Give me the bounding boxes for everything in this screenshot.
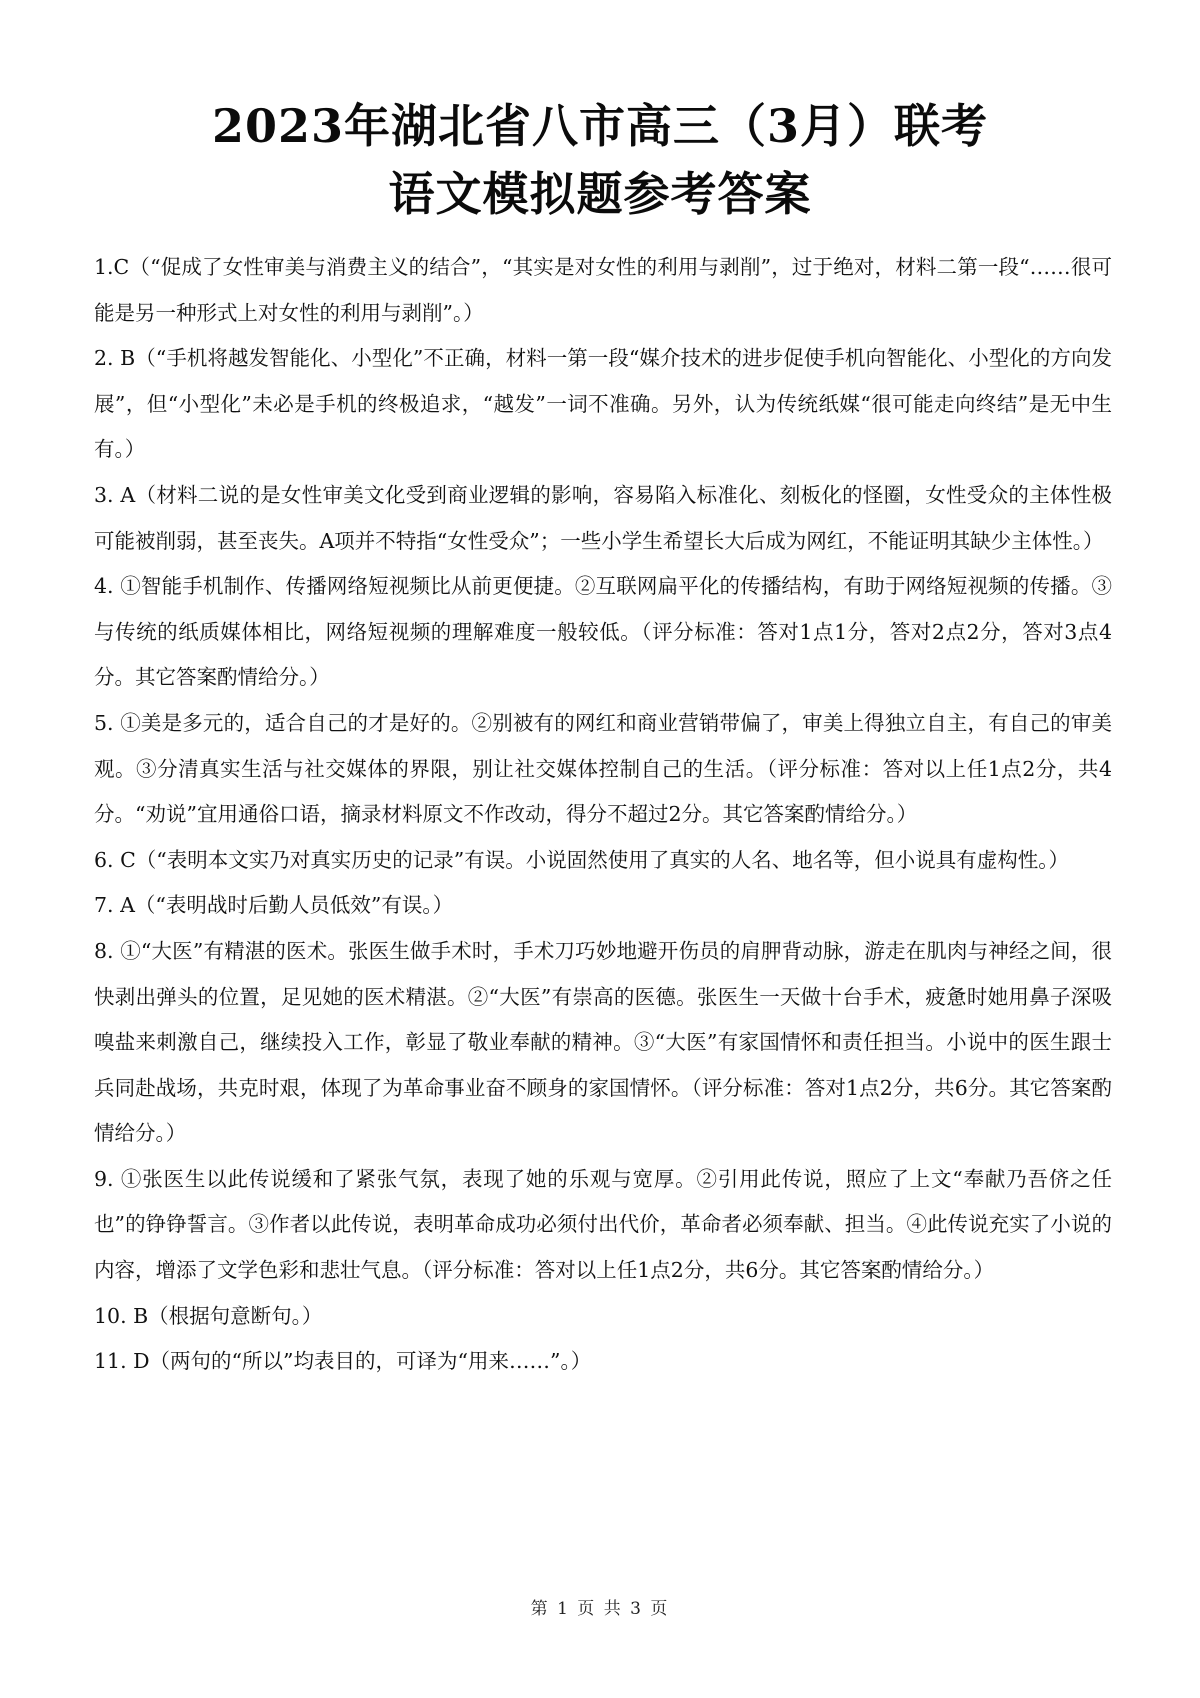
answer-item-8: 8. ①“大医”有精湛的医术。张医生做手术时，手术刀巧妙地避开伤员的肩胛背动脉，游走在肌肉与神经之间，很快剥出弹头的位置，足见她的医术精湛。②“大医”有崇高的医德。张医生一天做十台手术，疲惫时她用鼻子深吸嗅盐来刺激自己，继续投入工作，彰显了敬业奉献的精神。③“大医”有家国情怀和责任担当。小说中的医生跟士兵同赴战场，共克时艰，体现了为革命事业奋不顾身的家国情怀。（评分标准：答对1点2分，共6分。其它答案酌情给分。） xyxy=(94,938,1112,1146)
answer-item-3: 3. A（材料二说的是女性审美文化受到商业逻辑的影响，容易陷入标准化、刻板化的怪圈，女性受众的主体性极可能被削弱，甚至丧失。A项并不特指“女性受众”；一些小学生希望长大后成为网红，不能证明其缺少主体性。） xyxy=(94,482,1112,553)
answer-item-5: 5. ①美是多元的，适合自己的才是好的。②别被有的网红和商业营销带偏了，审美上得独立自主，有自己的审美观。③分清真实生活与社交媒体的界限，别让社交媒体控制自己的生活。（评分标准：答对以上任1点2分，共4分。“劝说”宜用通俗口语，摘录材料原文不作改动，得分不超过2分。其它答案酌情给分。） xyxy=(94,710,1112,827)
answer-list xyxy=(94,245,1112,1385)
answer-item-6: 6. C（“表明本文实乃对真实历史的记录”有误。小说固然使用了真实的人名、地名等，但小说具有虚构性。） xyxy=(94,847,1069,872)
answer-item-11: 11. D（两句的“所以”均表目的，可译为“用来……”。） xyxy=(94,1349,592,1374)
answer-item-4: 4. ①智能手机制作、传播网络短视频比从前更便捷。②互联网扁平化的传播结构，有助于网络短视频的传播。③与传统的纸质媒体相比，网络短视频的理解难度一般较低。（评分标准：答对1点1分，答对2点2分，答对3点4分。其它答案酌情给分。） xyxy=(94,574,1112,690)
answer-item-1: 1.C（“促成了女性审美与消费主义的结合”，“其实是对女性的利用与剥削”，过于绝对，材料二第一段“……很可能是另一种形式上对女性的利用与剥削”。） xyxy=(94,255,1112,325)
page-title: 2023年湖北省八市高三（3月）联考 xyxy=(211,99,989,153)
answer-item-2: 2. B（“手机将越发智能化、小型化”不正确，材料一第一段“媒介技术的进步促使手机向智能化、小型化的方向发展”，但“小型化”未必是手机的终极追求，“越发”一词不准确。另外，认为传统纸媒“很可能走向终结”是无中生有。） xyxy=(94,346,1112,462)
answer-item-10: 10. B（根据句意断句。） xyxy=(94,1303,323,1328)
page-subtitle: 语文模拟题参考答案 xyxy=(388,167,812,221)
answer-item-7: 7. A（“表明战时后勤人员低效”有误。） xyxy=(94,893,454,918)
answer-item-9: 9. ①张医生以此传说缓和了紧张气氛，表现了她的乐观与宽厚。②引用此传说，照应了上文“奉献乃吾侪之任也”的铮铮誓言。③作者以此传说，表明革命成功必须付出代价，革命者必须奉献、担当。④此传说充实了小说的内容，增添了文学色彩和悲壮气息。（评分标准：答对以上任1点2分，共6分。其它答案酌情给分。） xyxy=(94,1166,1112,1283)
title-block xyxy=(0,92,1200,228)
page-footer: 第 1 页 共 3 页 xyxy=(530,1599,670,1619)
